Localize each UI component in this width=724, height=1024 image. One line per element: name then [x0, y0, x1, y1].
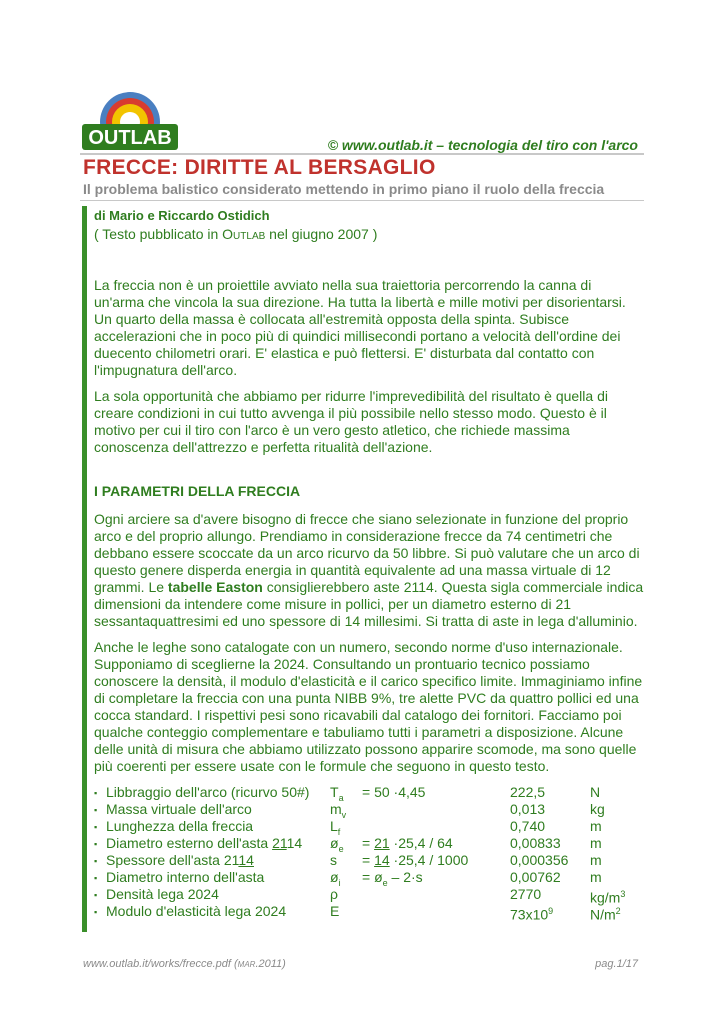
- article-body: [94, 206, 644, 923]
- bullet-icon: ▪: [94, 890, 98, 900]
- param-symbol: $T_a$: [330, 784, 344, 803]
- param-value: $73x10^9$: [510, 906, 554, 923]
- param-unit: $N/m^2$: [590, 906, 621, 923]
- param-formula: [362, 818, 510, 835]
- bullet-icon: ▪: [94, 805, 98, 815]
- param-symbol: $ø_e$: [330, 835, 344, 854]
- section-paragraph-1: [94, 511, 644, 630]
- param-row: [94, 835, 644, 852]
- param-value: 0,00762: [510, 869, 561, 885]
- footer-url: www.outlab.it/works/frecce.pdf (mar.2011): [83, 958, 286, 970]
- param-formula: = 14 ·25,4 / 1000: [362, 852, 469, 868]
- section-heading: I PARAMETRI DELLA FRECCIA: [94, 483, 301, 499]
- param-unit: m: [590, 835, 602, 851]
- param-name: Massa virtuale dell'arco: [106, 801, 252, 817]
- publication-prefix: ( Testo pubblicato in: [94, 226, 223, 242]
- section-paragraph-2: Anche le leghe sono catalogate con un numero, secondo norme d'uso internazionale. Supponiamo di sceglierne la 2024. Consultando un prontuario tecnico possiamo conoscere la densità, il modulo d'elasticità e il carico specifico limite. Immaginiamo infine di completare la freccia con una punta NIBB 9%, tre alette PVC da quattro pollici ed una cocca standard. I rispettivi pesi sono ricavabili dal catalogo dei fornitori. Facciamo poi qualche conteggio complementare e tabuliamo tutti i parametri a disposizione. Alcune delle unità di misura che abbiamo utilizzato possono apparire scomode, ma sono quelle più coerenti per essere usate con le formule che seguono in questo testo.: [94, 639, 643, 774]
- param-unit: $kg/m^3$: [590, 889, 626, 906]
- param-value: 2770: [510, 886, 542, 902]
- bullet-icon: ▪: [94, 856, 98, 866]
- param-unit: N: [590, 784, 601, 800]
- param-row: [94, 852, 644, 869]
- param-formula: [362, 886, 510, 903]
- intro-paragraph-2: La sola opportunità che abbiamo per ridurre l'imprevedibilità del risultato è quella di creare condizioni in cui tutto avvenga il più possibile nello stesso modo. Questo è il motivo per cui il tiro con l'arco è un vero gesto atletico, che richiede massima conoscenza dell'attrezzo e perfetta ritualità dell'azione.: [94, 388, 608, 455]
- param-row: [94, 903, 644, 923]
- param-name: Spessore dell'asta 2114: [106, 852, 254, 868]
- param-value: 0,740: [510, 818, 546, 834]
- authors: di Mario e Riccardo Ostidich: [94, 208, 270, 223]
- param-unit: kg: [590, 801, 605, 817]
- param-row: [94, 818, 644, 835]
- bullet-icon: ▪: [94, 907, 98, 917]
- param-formula: = $ø_e - 2\cdot s$: [362, 869, 423, 888]
- header-divider: [80, 153, 644, 155]
- bullet-icon: ▪: [94, 822, 98, 832]
- page-title: FRECCE: DIRITTE AL BERSAGLIO: [83, 156, 436, 179]
- param-formula: = 21 ·25,4 / 64: [362, 835, 453, 851]
- bullet-icon: ▪: [94, 839, 98, 849]
- param-name: Diametro interno dell'asta: [106, 869, 265, 885]
- param-symbol: $m_v$: [330, 801, 347, 820]
- site-credit: © www.outlab.it – tecnologia del tiro con l'arco: [327, 137, 638, 153]
- page-subtitle: Il problema balistico considerato mettendo in primo piano il ruolo della freccia: [83, 181, 605, 197]
- param-symbol: $ø_i$: [330, 869, 341, 888]
- param-row: [94, 801, 644, 818]
- logo-text: OUTLAB: [88, 127, 172, 149]
- param-name: Lunghezza della freccia: [106, 818, 254, 834]
- param-symbol: ρ: [330, 886, 338, 902]
- param-unit: m: [590, 818, 602, 834]
- bullet-icon: ▪: [94, 788, 98, 798]
- publication-note: [94, 226, 644, 243]
- param-row: [94, 784, 644, 801]
- param-row: [94, 869, 644, 886]
- param-symbol: E: [330, 903, 340, 919]
- param-name: Densità lega 2024: [106, 886, 219, 902]
- param-symbol: $L_f$: [330, 818, 341, 837]
- param-name: Modulo d'elasticità lega 2024: [106, 903, 287, 919]
- param-unit: m: [590, 852, 602, 868]
- param-value: 0,00833: [510, 835, 561, 851]
- param-formula: [362, 801, 510, 818]
- parameters-list: [94, 784, 644, 923]
- param-name: Diametro esterno dell'asta 2114: [106, 835, 303, 851]
- subtitle-divider: [80, 200, 644, 201]
- target-logo-icon: [82, 88, 178, 150]
- intro-paragraph-1: La freccia non è un proiettile avviato nella sua traiettoria percorrendo la canna di un'arma che vincola la sua direzione. Ha tutta la libertà e mille motivi per disorientarsi. Un quarto della massa è collocata all'estremità opposta della spinta. Subisce accelerazioni che in poco più di quindici millisecondi portano a velocità dell'ordine dei duecento chilometri orari. E' elastica e può flettersi. E' disturbata dal contatto con l'impugnatura dell'arco.: [94, 277, 626, 378]
- publication-source: Outlab: [222, 226, 266, 242]
- param-row: [94, 886, 644, 906]
- publication-suffix: nel giugno 2007 ): [265, 226, 378, 242]
- param-symbol: s: [330, 852, 337, 868]
- param-value: 0,000356: [510, 852, 569, 868]
- easton-tables-link: tabelle Easton: [167, 579, 263, 595]
- param-name: Libbraggio dell'arco (ricurvo 50#): [106, 784, 310, 800]
- param-value: 222,5: [510, 784, 546, 800]
- content-accent-bar: [82, 206, 87, 932]
- outlab-logo: [82, 88, 178, 150]
- bullet-icon: ▪: [94, 873, 98, 883]
- section-paragraph-1-text-b: consiglierebbero aste 2114. Questa sigla commerciale indica dimensioni da intendere come misure in pollici, per un diametro esterno di 21 sessantaquattresimi ed uno spessore di 14 millesimi. Si tratta di aste in lega d'alluminio.: [94, 579, 644, 629]
- section-paragraph-1-text-a: Ogni arciere sa d'avere bisogno di frecce che siano selezionate in funzione del proprio arco e del proprio allungo. Prendiamo in considerazione frecce da 74 centimetri che debbano essere scoccate da un arco ricurvo da 50 libbre. Si può valutare che un arco di questo genere disperda energia in quantità equivalente ad una massa virtuale di 12 grammi. Le: [94, 511, 640, 595]
- param-formula: = 50 ·4,45: [362, 784, 426, 800]
- page-number: pag.1/17: [595, 958, 638, 970]
- param-unit: m: [590, 869, 602, 885]
- param-value: 0,013: [510, 801, 546, 817]
- param-formula: [362, 903, 510, 920]
